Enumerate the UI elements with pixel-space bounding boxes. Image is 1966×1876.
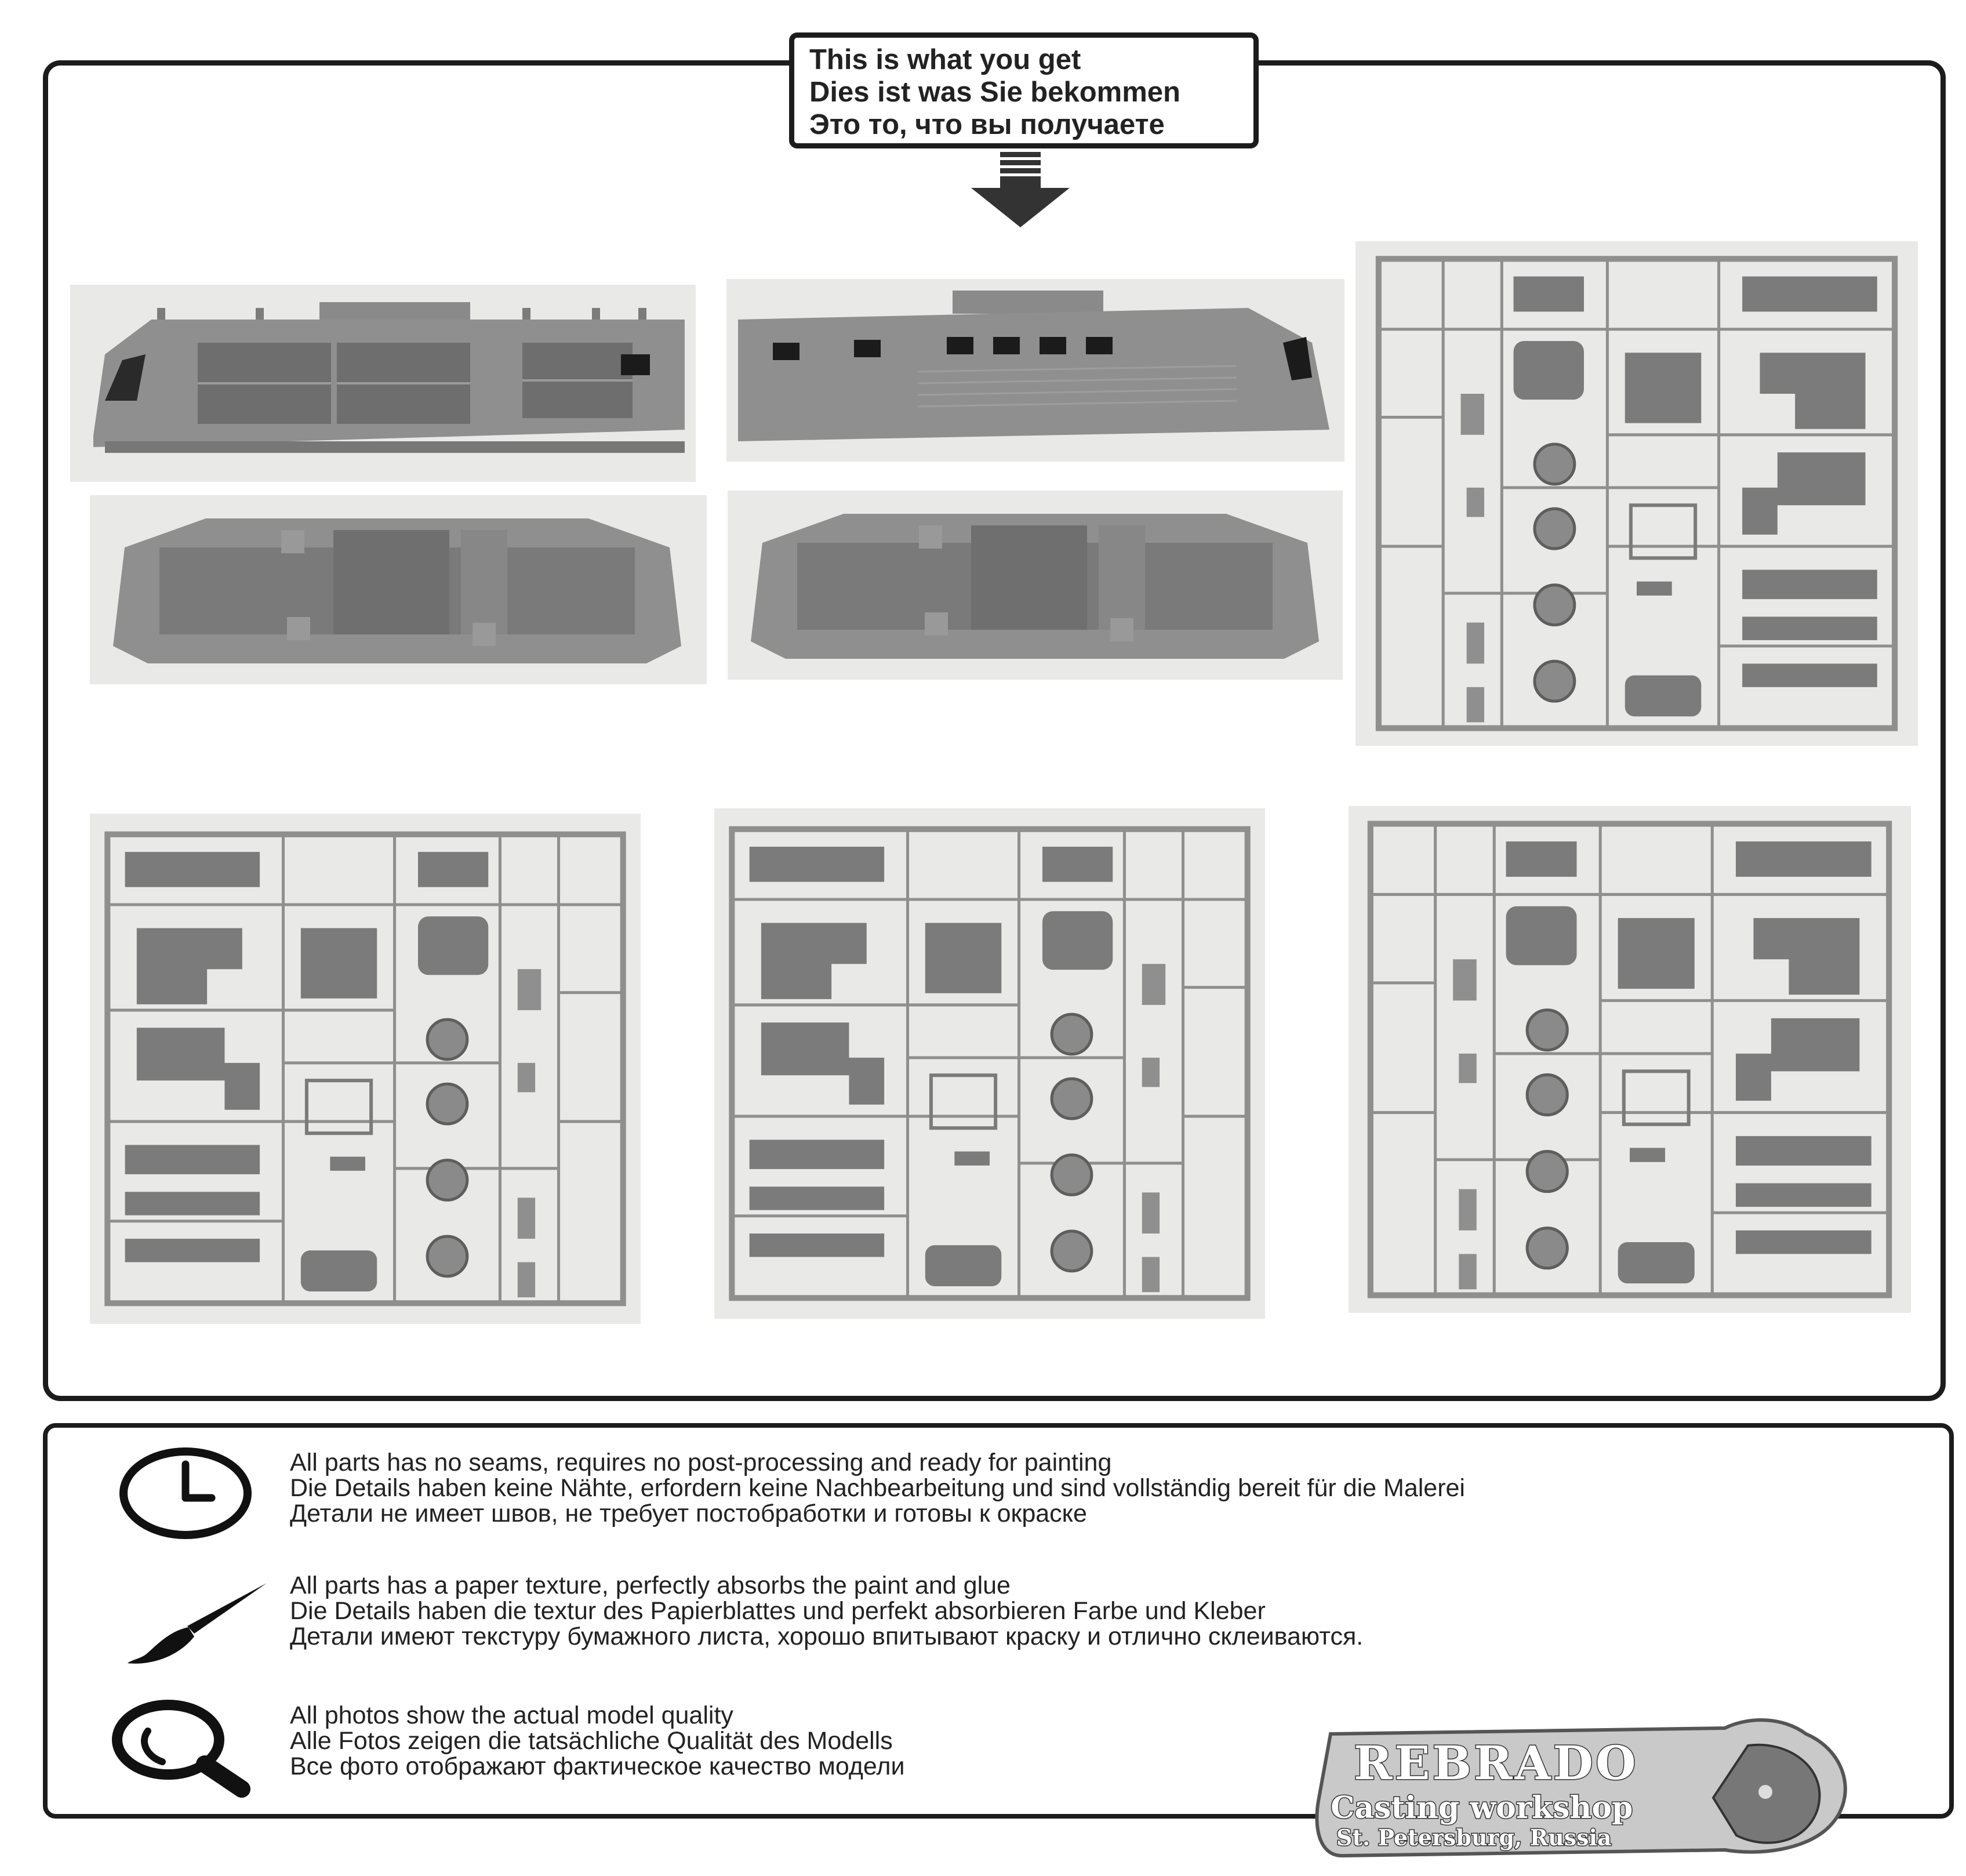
feature-quality [290, 1703, 905, 1779]
sprue-photo [714, 808, 1265, 1319]
chassis-frame-photo [728, 491, 1343, 680]
feature-line: Детали имеют текстуру бумажного листа, хорошо впитывают краску и отлично склеиваются. [290, 1623, 1364, 1650]
paintbrush-icon [125, 1579, 270, 1665]
chassis-frame-photo [90, 495, 707, 684]
feature-seams [290, 1450, 1465, 1526]
sprue-photo [90, 814, 641, 1324]
feature-line: All parts has a paper texture, perfectly absorbs the paint and glue [290, 1572, 1011, 1599]
locomotive-body-photo [726, 279, 1344, 462]
clock-icon [119, 1447, 252, 1540]
logo-line1: Casting workshop [1331, 1790, 1633, 1826]
logo-line2: St. Petersburg, Russia [1336, 1824, 1612, 1850]
locomotive-body-photo [70, 285, 696, 482]
feature-line: All photos show the actual model quality [290, 1701, 733, 1729]
magnifier-icon [107, 1699, 258, 1798]
callout-line-ru: Это то, что вы получаете [809, 109, 1165, 140]
feature-texture [290, 1573, 1363, 1649]
callout-line-en: This is what you get [809, 44, 1081, 75]
sprue-photo [1356, 241, 1918, 746]
down-arrow-icon [971, 152, 1070, 228]
feature-line: Alle Fotos zeigen die tatsächliche Qualität des Modells [290, 1727, 893, 1755]
callout-line-de: Dies ist was Sie bekommen [809, 77, 1180, 108]
rebrado-logo [1307, 1711, 1887, 1873]
feature-line: Детали не имеет швов, не требует постобработки и готовы к окраске [290, 1500, 1087, 1527]
feature-line: All parts has no seams, requires no post-processing and ready for painting [290, 1449, 1112, 1476]
logo-brand: REBRADO [1354, 1736, 1638, 1790]
what-you-get-callout [789, 32, 1259, 148]
sprue-photo [1349, 806, 1911, 1313]
feature-line: Die Details haben die textur des Papierblattes und perfekt absorbieren Farbe und Kleber [290, 1597, 1266, 1625]
feature-line: Все фото отображают фактическое качество модели [290, 1752, 905, 1780]
feature-line: Die Details haben keine Nähte, erfordern keine Nachbearbeitung und sind vollständig bereit für die Malerei [290, 1474, 1465, 1502]
